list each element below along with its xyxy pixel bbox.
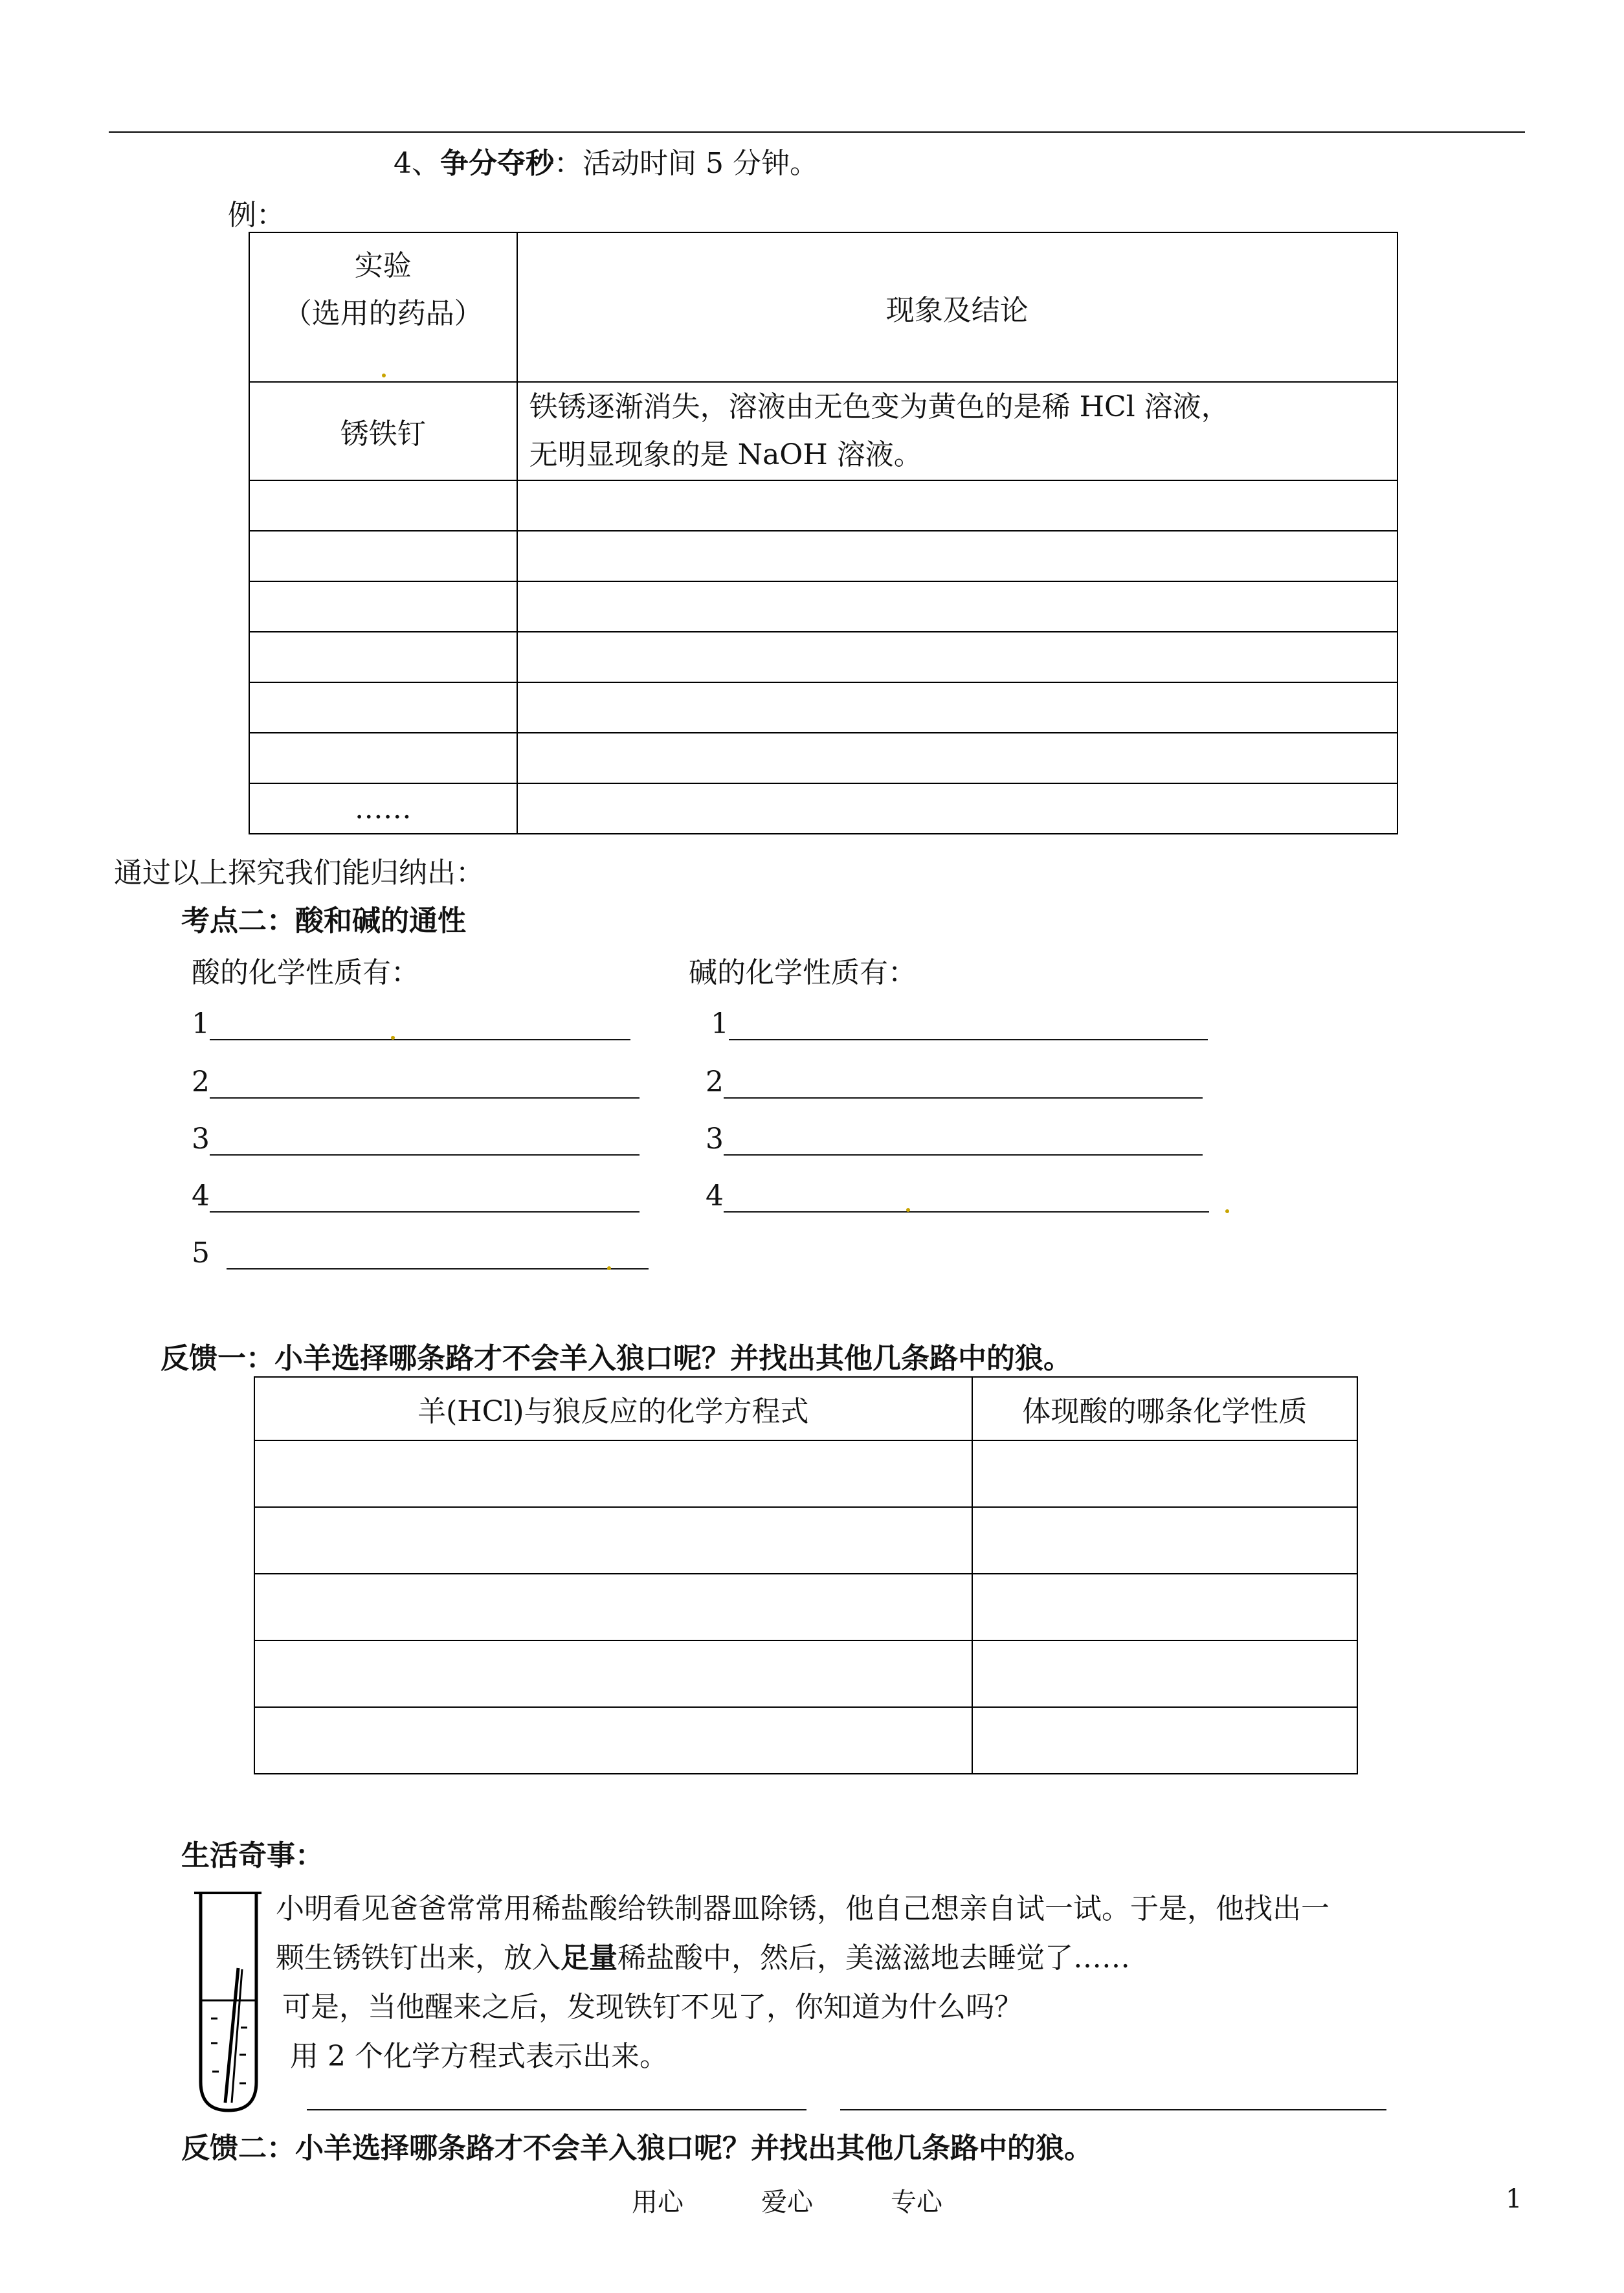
empty-cell[interactable]	[972, 1707, 1357, 1774]
base-item	[706, 1066, 1203, 1099]
equation-blank-2[interactable]	[840, 2109, 1386, 2110]
summary-intro: 通过以上探究我们能归纳出：	[114, 856, 484, 889]
header-equation-label: 羊(HCl)与狼反应的化学方程式	[417, 1395, 809, 1428]
header-cell-equation	[254, 1377, 972, 1440]
acid-blank-3[interactable]	[210, 1126, 640, 1156]
empty-cell[interactable]	[972, 1440, 1357, 1507]
equation-blank-1[interactable]	[307, 2109, 806, 2110]
empty-cell[interactable]	[517, 682, 1397, 733]
story-line-1: 小明看见爸爸常常用稀盐酸给铁制器皿除锈，他自己想亲自试一试。于是，他找出一	[276, 1892, 1329, 1925]
empty-cell[interactable]	[517, 480, 1397, 531]
table-row	[254, 1440, 1357, 1507]
story-line-2	[276, 1934, 1130, 1976]
empty-cell[interactable]	[972, 1640, 1357, 1707]
page-number: 1	[1506, 2184, 1522, 2214]
stray-mark	[906, 1208, 910, 1212]
empty-cell[interactable]	[254, 1440, 972, 1507]
table-row	[249, 632, 1397, 682]
acid-item-number: 4	[192, 1180, 210, 1213]
rusty-nail-label: 锈铁钉	[340, 418, 426, 451]
base-heading: 碱的化学性质有：	[689, 956, 917, 989]
empty-cell[interactable]	[517, 783, 1397, 834]
result-line-1: 铁锈逐渐消失，溶液由无色变为黄色的是稀 HCl 溶液，	[529, 390, 1230, 423]
base-item	[706, 1123, 1203, 1156]
empty-cell[interactable]	[249, 632, 517, 682]
header-experiment-label: 实验	[354, 249, 412, 282]
table-row	[254, 1707, 1357, 1774]
empty-cell[interactable]	[517, 632, 1397, 682]
empty-cell[interactable]	[517, 531, 1397, 581]
base-item	[711, 1007, 1208, 1040]
table-row	[249, 682, 1397, 733]
story-line-2a: 颗生锈铁钉出来，放入	[276, 1941, 561, 1974]
base-item-number: 1	[711, 1007, 729, 1040]
empty-cell[interactable]	[249, 733, 517, 783]
table-row	[249, 382, 1397, 480]
table-cell	[249, 783, 517, 834]
table-row	[254, 1377, 1357, 1440]
empty-cell[interactable]	[972, 1574, 1357, 1640]
base-item-number: 2	[706, 1066, 724, 1099]
hcl-table	[254, 1376, 1358, 1774]
empty-cell[interactable]	[249, 480, 517, 531]
life-story-title: 生活奇事：	[181, 1839, 324, 1872]
empty-cell[interactable]	[517, 733, 1397, 783]
footer-left: 用心	[632, 2187, 684, 2217]
footer-right: 专心	[891, 2187, 942, 2217]
table-cell	[249, 382, 517, 480]
acid-heading: 酸的化学性质有：	[192, 956, 419, 989]
ellipsis: ……	[354, 792, 412, 825]
empty-cell[interactable]	[249, 581, 517, 632]
footer-middle: 爱心	[761, 2187, 813, 2217]
kaodian2-heading: 考点二：酸和碱的通性	[181, 904, 466, 937]
empty-cell[interactable]	[249, 531, 517, 581]
base-blank-1[interactable]	[729, 1011, 1208, 1040]
story-line-4: 用 2 个化学方程式表示出来。	[290, 2040, 668, 2073]
table-row	[254, 1640, 1357, 1707]
header-cell-experiment	[249, 232, 517, 382]
table-row	[254, 1574, 1357, 1640]
table-row	[249, 581, 1397, 632]
section4-number: 4、	[394, 147, 440, 180]
stray-mark	[1225, 1209, 1229, 1213]
table-row	[249, 733, 1397, 783]
empty-cell[interactable]	[972, 1507, 1357, 1574]
base-item-number: 3	[706, 1123, 724, 1156]
acid-blank-4[interactable]	[210, 1183, 640, 1213]
table-row	[249, 783, 1397, 834]
header-property-label: 体现酸的哪条化学性质	[1022, 1395, 1307, 1428]
acid-item-number: 3	[192, 1123, 210, 1156]
acid-item	[192, 1180, 640, 1213]
acid-item	[192, 1123, 640, 1156]
acid-item	[192, 1007, 630, 1040]
acid-item	[192, 1066, 640, 1099]
empty-cell[interactable]	[517, 581, 1397, 632]
story-line-2-bold: 足量	[561, 1941, 617, 1974]
test-tube-illustration	[192, 1889, 265, 2116]
stray-mark	[391, 1036, 395, 1040]
header-cell-result	[517, 232, 1397, 382]
section4-heading	[394, 140, 818, 181]
empty-cell[interactable]	[254, 1707, 972, 1774]
empty-cell[interactable]	[254, 1507, 972, 1574]
acid-blank-1[interactable]	[210, 1011, 630, 1040]
header-result-label: 现象及结论	[885, 293, 1029, 327]
acid-item	[192, 1236, 649, 1270]
header-rule	[109, 131, 1525, 133]
base-item	[706, 1180, 1209, 1213]
result-line-2: 无明显现象的是 NaOH 溶液。	[529, 438, 922, 471]
table-row	[254, 1507, 1357, 1574]
stray-mark	[607, 1266, 611, 1270]
header-reagent-label: （选用的药品）	[283, 297, 483, 330]
acid-item-number: 1	[192, 1007, 210, 1040]
acid-blank-2[interactable]	[210, 1069, 640, 1099]
table-row	[249, 531, 1397, 581]
section4-rest: ：活动时间 5 分钟。	[554, 147, 818, 180]
acid-item-number: 2	[192, 1066, 210, 1099]
base-blank-2[interactable]	[724, 1069, 1203, 1099]
base-blank-3[interactable]	[724, 1126, 1203, 1156]
header-cell-property	[972, 1377, 1357, 1440]
empty-cell[interactable]	[254, 1574, 972, 1640]
experiment-table	[249, 232, 1398, 834]
table-cell	[517, 382, 1397, 480]
story-line-2b: 稀盐酸中，然后，美滋滋地去睡觉了……	[617, 1941, 1130, 1974]
table-row	[249, 480, 1397, 531]
section4-title: 争分夺秒	[440, 147, 554, 180]
empty-cell[interactable]	[254, 1640, 972, 1707]
base-blank-4[interactable]	[724, 1183, 1209, 1213]
feedback2-heading: 反馈二：小羊选择哪条路才不会羊入狼口呢？并找出其他几条路中的狼。	[181, 2132, 1093, 2165]
table-row	[249, 232, 1397, 382]
acid-blank-5[interactable]	[227, 1240, 649, 1270]
empty-cell[interactable]	[249, 682, 517, 733]
example-label: 例：	[228, 199, 285, 232]
stray-mark	[382, 374, 386, 377]
story-line-3: 可是，当他醒来之后，发现铁钉不见了，你知道为什么吗？	[282, 1991, 1023, 2024]
acid-item-number: 5	[192, 1236, 210, 1270]
base-item-number: 4	[706, 1180, 724, 1213]
feedback1-heading: 反馈一：小羊选择哪条路才不会羊入狼口呢？并找出其他几条路中的狼。	[161, 1342, 1072, 1375]
